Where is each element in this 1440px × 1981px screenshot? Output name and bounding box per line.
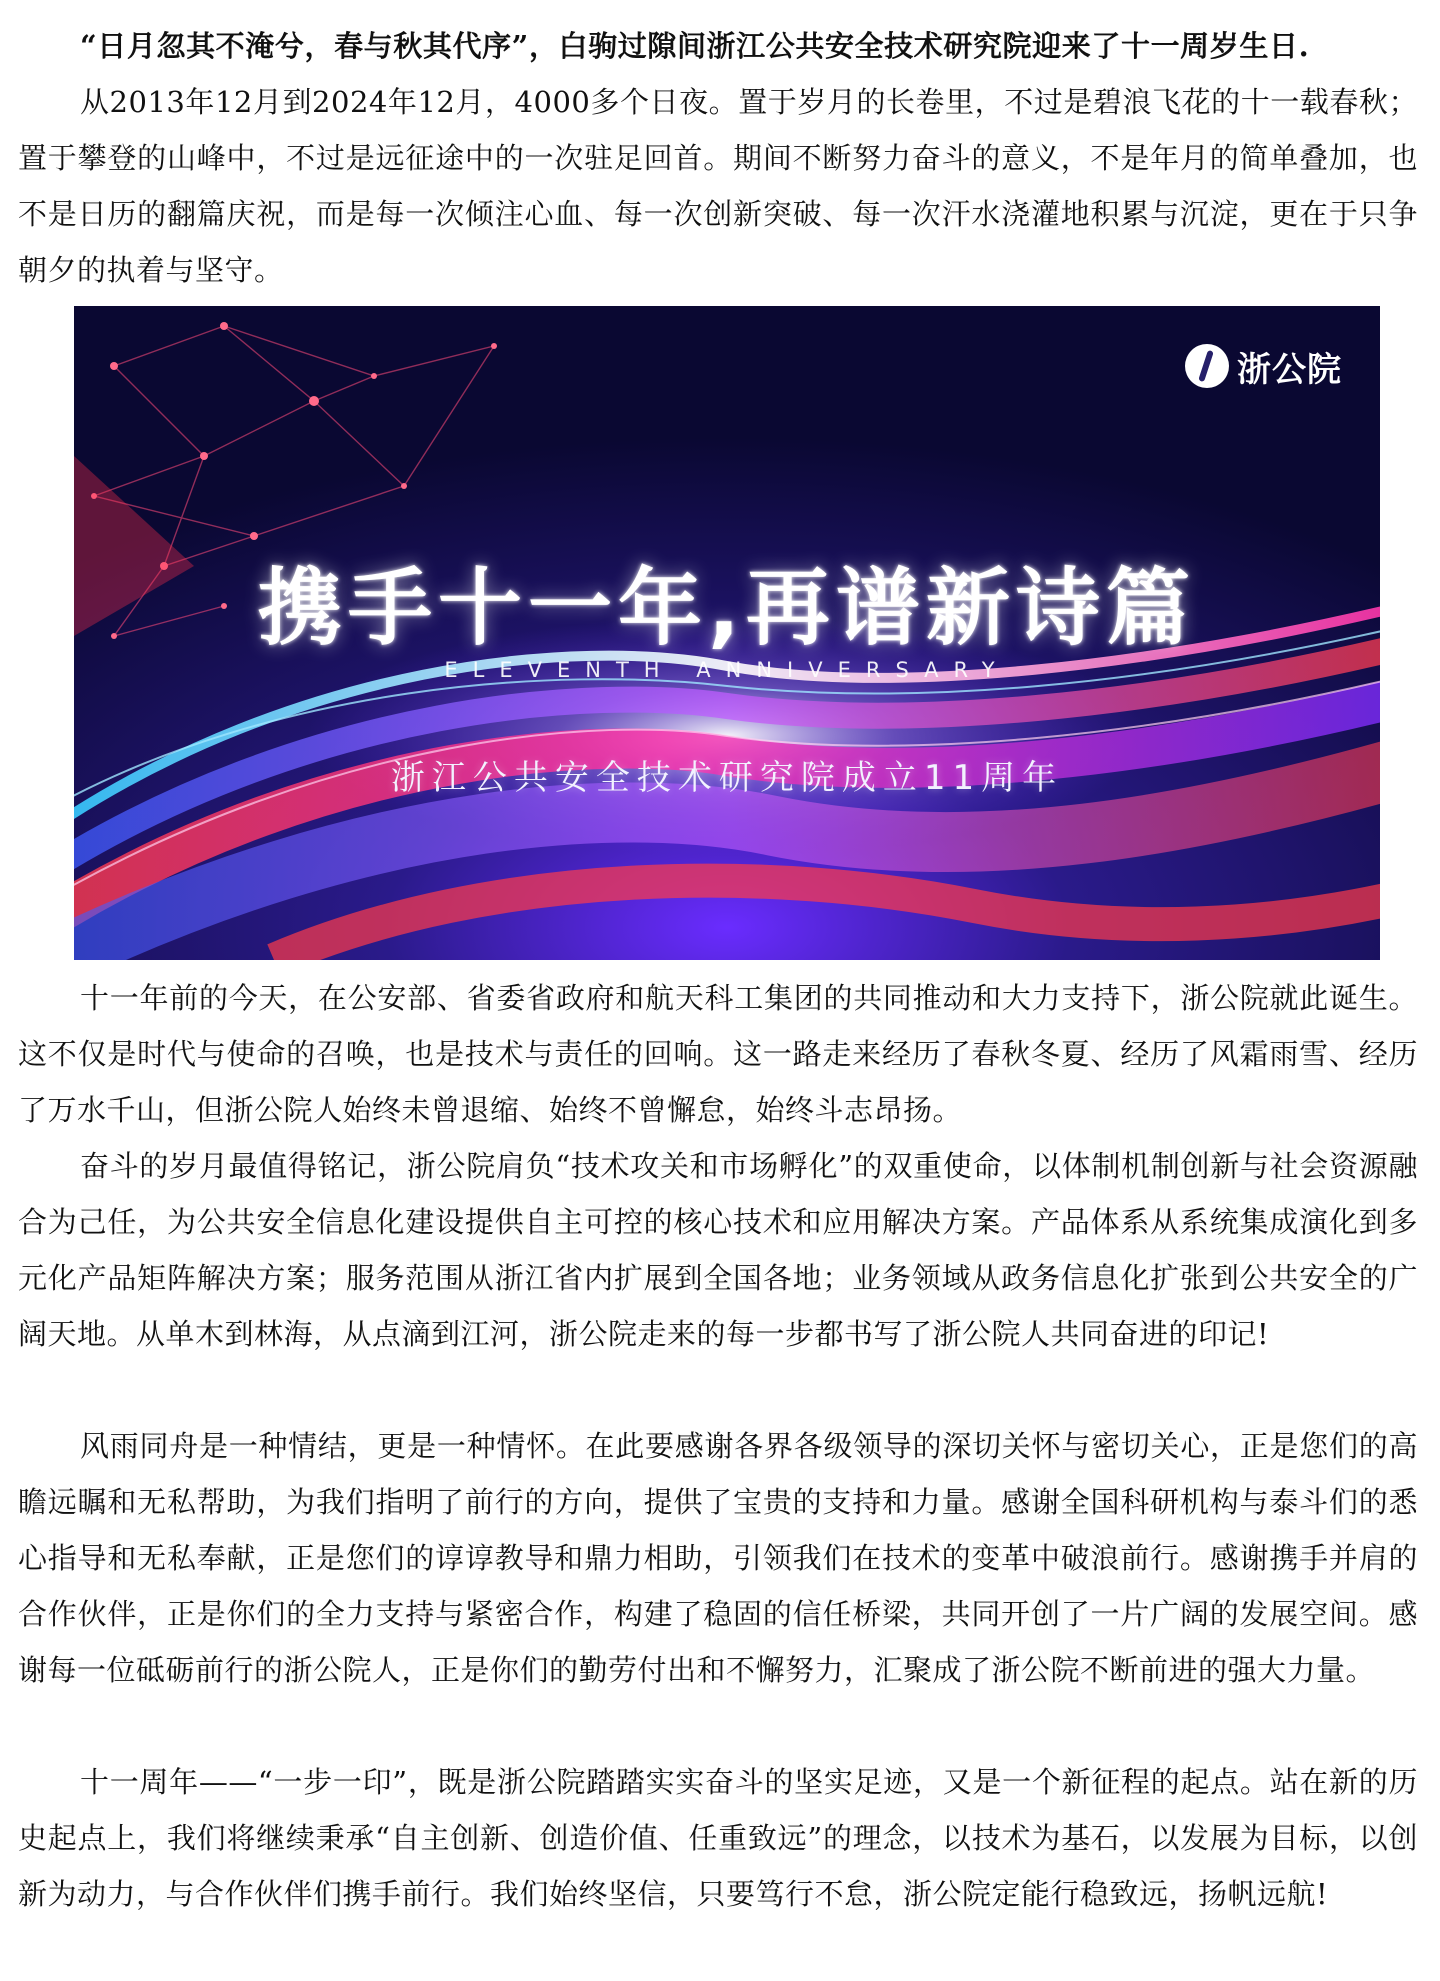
intro-paragraph: 从2013年12月到2024年12月，4000多个日夜。置于岁月的长卷里，不过是碧浪飞花的十一载春秋；置于攀登的山峰中，不过是远征途中的一次驻足回首。期间不断努力奋斗的意义，不是年月的简单叠加，也不是日历的翻篇庆祝，而是每一次倾注心血、每一次创新突破、每一次汗水浇灌地积累与沉淀，更在于只争朝夕的执着与坚守。 [18,85,1418,287]
banner-subtitle: 浙江公共安全技术研究院成立11周年 [390,758,1064,798]
logo-icon [1185,344,1229,388]
paragraph-mission: 奋斗的岁月最值得铭记，浙公院肩负“技术攻关和市场孵化”的双重使命，以体制机制创新与社会资源融合为己任，为公共安全信息化建设提供自主可控的核心技术和应用解决方案。产品体系从系统集成演化到多元化产品矩阵解决方案；服务范围从浙江省内扩展到全国各地；业务领域从政务信息化扩张到公共安全的广阔天地。从单木到林海，从点滴到江河，浙公院走来的每一步都书写了浙公院人共同奋进的印记! [18,1149,1418,1351]
banner-headline: 携手十一年,再谱新诗篇 [258,559,1196,657]
paragraph-gratitude: 风雨同舟是一种情结，更是一种情怀。在此要感谢各界各级领导的深切关怀与密切关心，正是您们的高瞻远瞩和无私帮助，为我们指明了前行的方向，提供了宝贵的支持和力量。感谢全国科研机构与泰斗们的悉心指导和无私奉献，正是您们的谆谆教导和鼎力相助，引领我们在技术的变革中破浪前行。感谢携手并肩的合作伙伴，正是你们的全力支持与紧密合作，构建了稳固的信任桥梁，共同开创了一片广阔的发展空间。感谢每一位砥砺前行的浙公院人，正是你们的勤劳付出和不懈努力，汇聚成了浙公院不断前进的强大力量。 [18,1429,1418,1687]
logo-text: 浙公院 [1237,349,1342,390]
anniversary-banner-image [74,306,1380,960]
institute-logo [1185,336,1342,396]
banner-english-line: ELEVENTH ANNIVERSARY [444,658,1010,682]
article-title: “日月忽其不淹兮，春与秋其代序”，白驹过隙间浙江公共安全技术研究院迎来了十一周岁生日. [80,29,1310,63]
paragraph-founding: 十一年前的今天，在公安部、省委省政府和航天科工集团的共同推动和大力支持下，浙公院就此诞生。这不仅是时代与使命的召唤，也是技术与责任的回响。这一路走来经历了春秋冬夏、经历了风霜雨雪、经历了万水千山，但浙公院人始终未曾退缩、始终不曾懈怠，始终斗志昂扬。 [18,981,1418,1127]
paragraph-outlook: 十一周年——“一步一印”，既是浙公院踏踏实实奋斗的坚实足迹，又是一个新征程的起点。站在新的历史起点上，我们将继续秉承“自主创新、创造价值、任重致远”的理念，以技术为基石，以发展为目标，以创新为动力，与合作伙伴们携手前行。我们始终坚信，只要笃行不怠，浙公院定能行稳致远，扬帆远航! [18,1765,1418,1911]
